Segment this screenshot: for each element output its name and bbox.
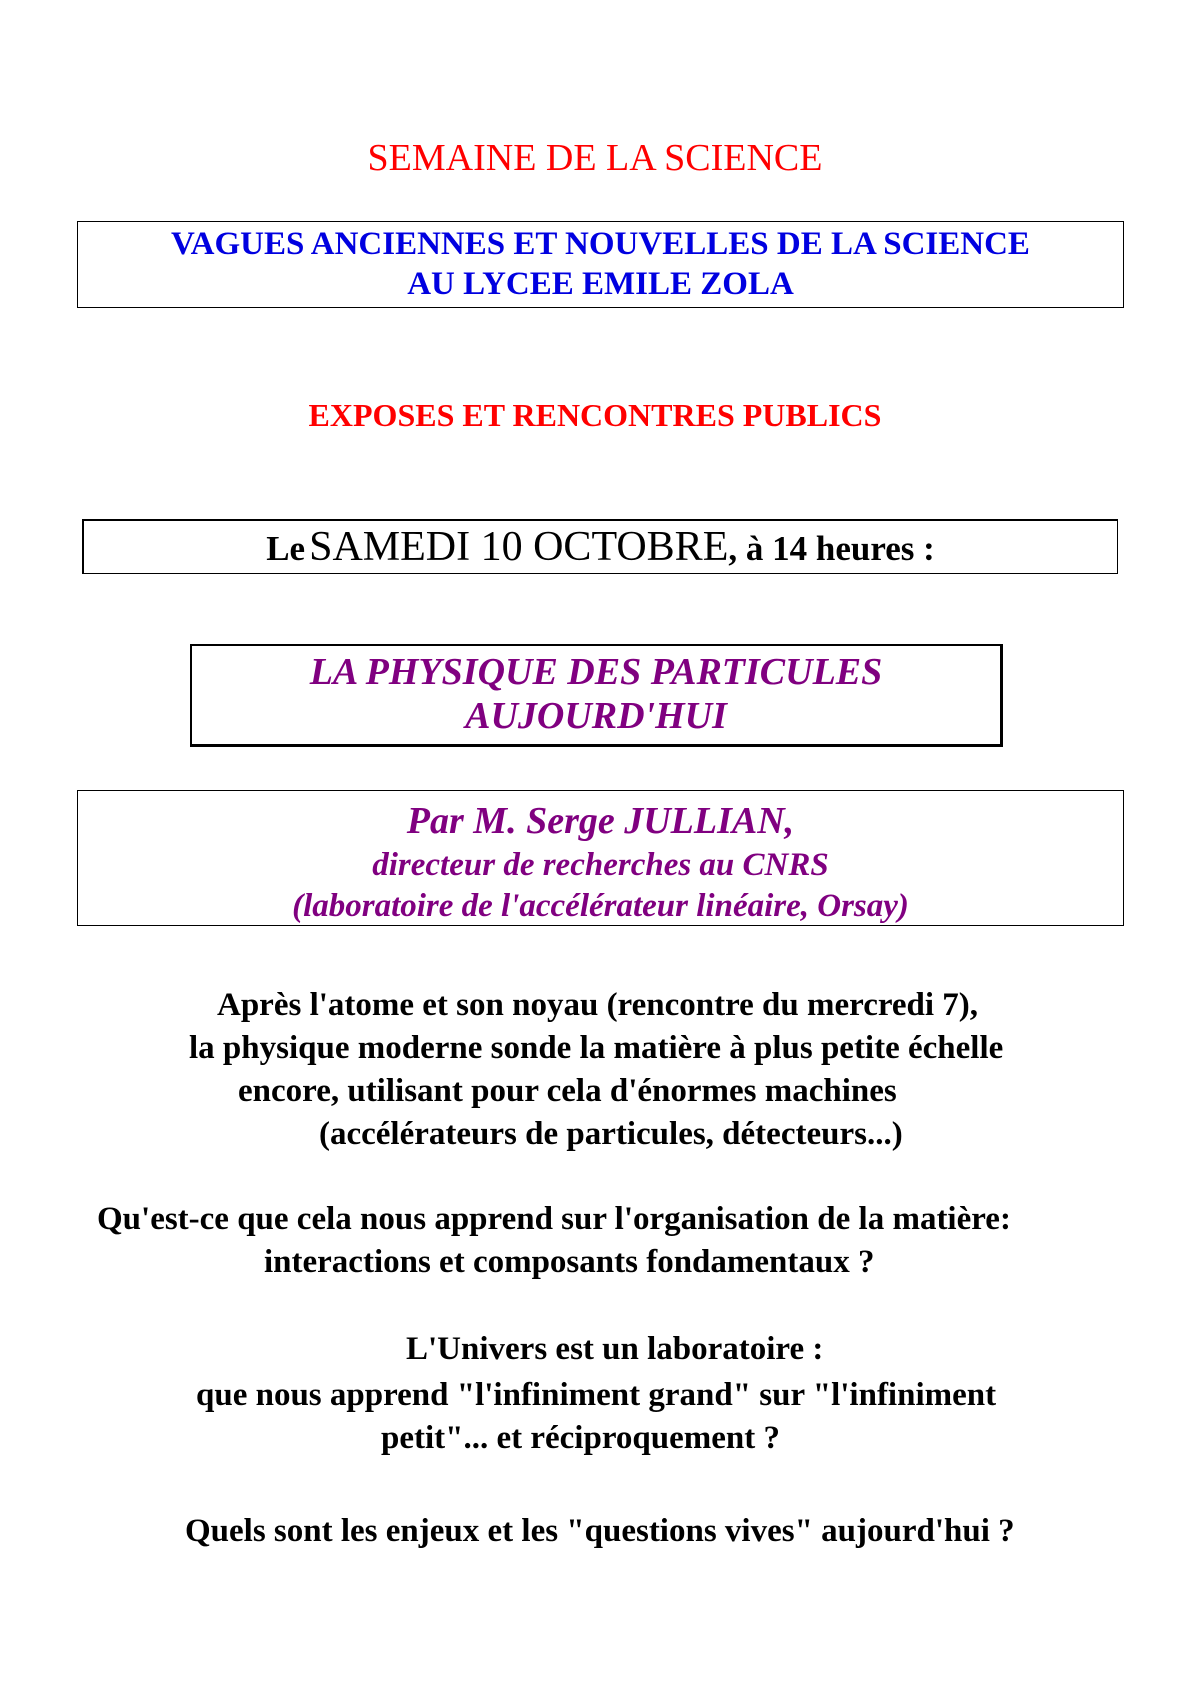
theme-line-1: VAGUES ANCIENNES ET NOUVELLES DE LA SCIENCE (171, 226, 1030, 262)
date-suffix: , à 14 heures : (728, 529, 935, 568)
talk-title-line-2: AUJOURD'HUI (465, 695, 727, 737)
description-line: petit"... et réciproquement ? (381, 1420, 780, 1456)
theme-line-2: AU LYCEE EMILE ZOLA (407, 266, 794, 302)
description-line: Qu'est-ce que cela nous apprend sur l'organisation de la matière: (97, 1201, 1011, 1237)
date-main: SAMEDI 10 OCTOBRE (309, 524, 729, 570)
speaker-box (77, 790, 1124, 926)
speaker-role: directeur de recherches au CNRS (372, 847, 829, 883)
description-line: Après l'atome et son noyau (rencontre du mercredi 7), (217, 987, 979, 1023)
description-line: L'Univers est un laboratoire : (406, 1331, 824, 1367)
event-title: SEMAINE DE LA SCIENCE (367, 137, 823, 179)
event-subtitle: EXPOSES ET RENCONTRES PUBLICS (308, 397, 882, 433)
talk-title-box (190, 644, 1003, 747)
date-box (82, 519, 1118, 574)
speaker-lab: (laboratoire de l'accélérateur linéaire, Orsay) (292, 888, 909, 924)
description-line: la physique moderne sonde la matière à plus petite échelle (189, 1030, 1004, 1066)
talk-title-line-1: LA PHYSIQUE DES PARTICULES (309, 651, 883, 693)
description-line: que nous apprend "l'infiniment grand" sur "l'infiniment (196, 1377, 997, 1413)
theme-box (77, 221, 1124, 308)
speaker-name: Par M. Serge JULLIAN, (406, 800, 795, 842)
description-line: interactions et composants fondamentaux ? (264, 1244, 875, 1280)
description-line: (accélérateurs de particules, détecteurs...) (319, 1116, 903, 1152)
description-line: encore, utilisant pour cela d'énormes machines (238, 1073, 897, 1109)
date-prefix: Le (266, 529, 306, 568)
description-line: Quels sont les enjeux et les "questions vives" aujourd'hui ? (185, 1513, 1015, 1549)
